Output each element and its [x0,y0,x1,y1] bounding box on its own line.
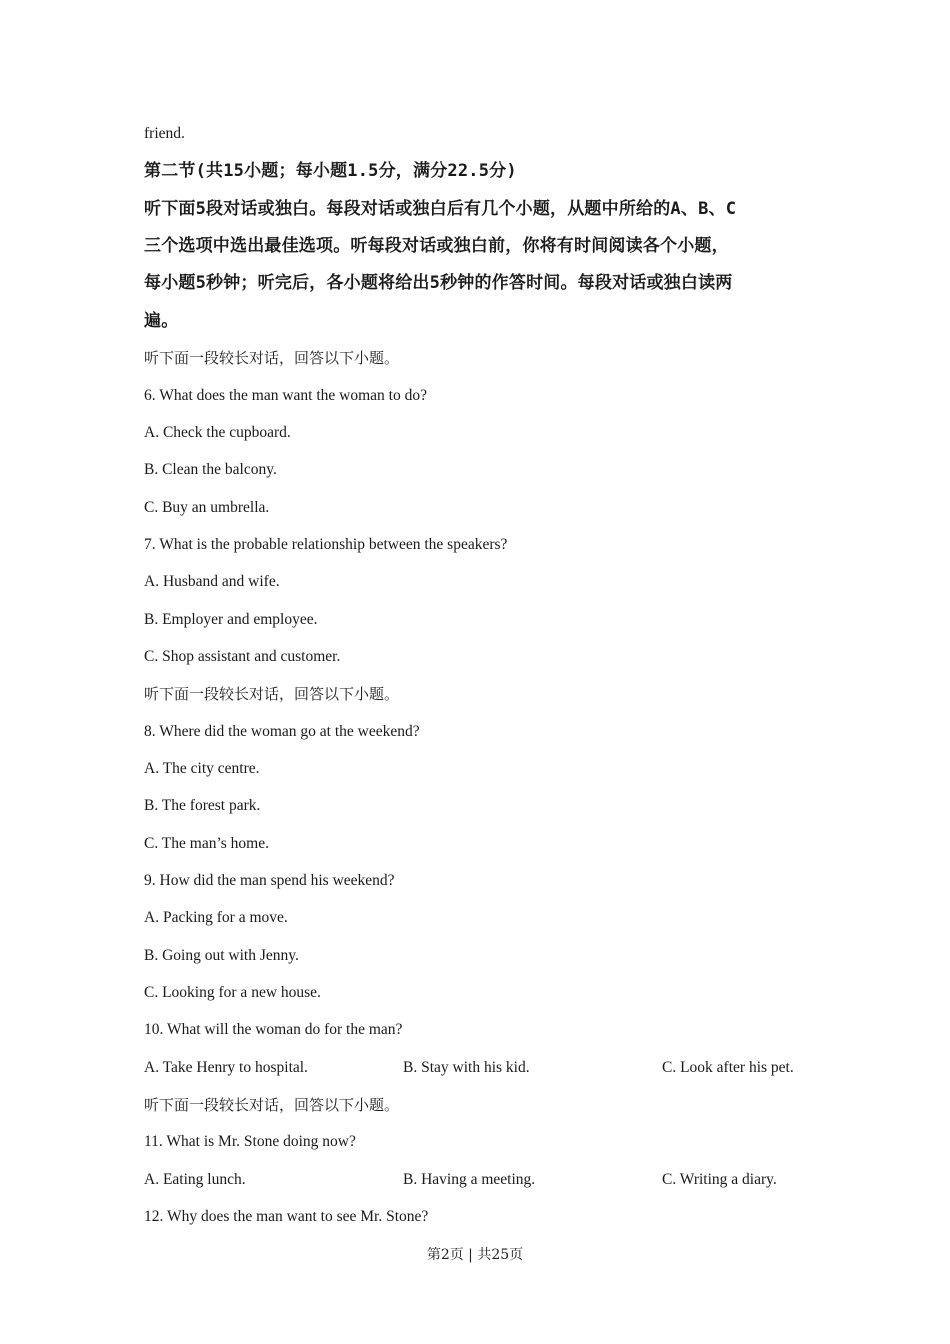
question-12: 12. Why does the man want to see Mr. Stone? [144,1208,429,1225]
question-6: 6. What does the man want the woman to do? [144,387,427,404]
question-9: 9. How did the man spend his weekend? [144,872,395,889]
q8-option-b: B. The forest park. [144,797,261,814]
question-10: 10. What will the woman do for the man? [144,1021,403,1038]
q6-option-b: B. Clean the balcony. [144,461,277,478]
instruction-line-1: 听下面5段对话或独白。每段对话或独白后有几个小题，从题中所给的A、B、C [144,199,737,219]
q8-option-a: A. The city centre. [144,760,260,777]
instruction-line-4: 遍。 [144,311,179,331]
instruction-line-2: 三个选项中选出最佳选项。听每段对话或独白前，你将有时间阅读各个小题， [144,236,729,256]
q11-option-a: A. Eating lunch. [144,1171,246,1188]
q7-option-c: C. Shop assistant and customer. [144,648,341,665]
instruction-line-3: 每小题5秒钟；听完后，各小题将给出5秒钟的作答时间。每段对话或独白读两 [144,273,733,293]
section-title: 第二节(共15小题；每小题1.5分，满分22.5分) [144,161,517,181]
q6-option-c: C. Buy an umbrella. [144,499,270,516]
passage-directive: 听下面一段较长对话，回答以下小题。 [144,685,400,703]
carryover-text: friend. [144,125,185,142]
q11-option-c: C. Writing a diary. [662,1171,777,1188]
q11-option-b: B. Having a meeting. [403,1171,536,1188]
question-11: 11. What is Mr. Stone doing now? [144,1133,356,1150]
q9-option-c: C. Looking for a new house. [144,984,321,1001]
q10-option-c: C. Look after his pet. [662,1059,794,1076]
page-footer: 第2页 | 共25页 [426,1247,524,1263]
q10-option-b: B. Stay with his kid. [403,1059,530,1076]
q9-option-a: A. Packing for a move. [144,909,288,926]
question-8: 8. Where did the woman go at the weekend? [144,723,420,740]
q7-option-a: A. Husband and wife. [144,573,280,590]
q8-option-c: C. The man’s home. [144,835,269,852]
passage-directive: 听下面一段较长对话，回答以下小题。 [144,1096,400,1114]
q10-option-a: A. Take Henry to hospital. [144,1059,308,1076]
question-7: 7. What is the probable relationship between the speakers? [144,536,508,553]
passage-directive: 听下面一段较长对话，回答以下小题。 [144,349,400,367]
q6-option-a: A. Check the cupboard. [144,424,291,441]
q9-option-b: B. Going out with Jenny. [144,947,299,964]
q7-option-b: B. Employer and employee. [144,611,318,628]
